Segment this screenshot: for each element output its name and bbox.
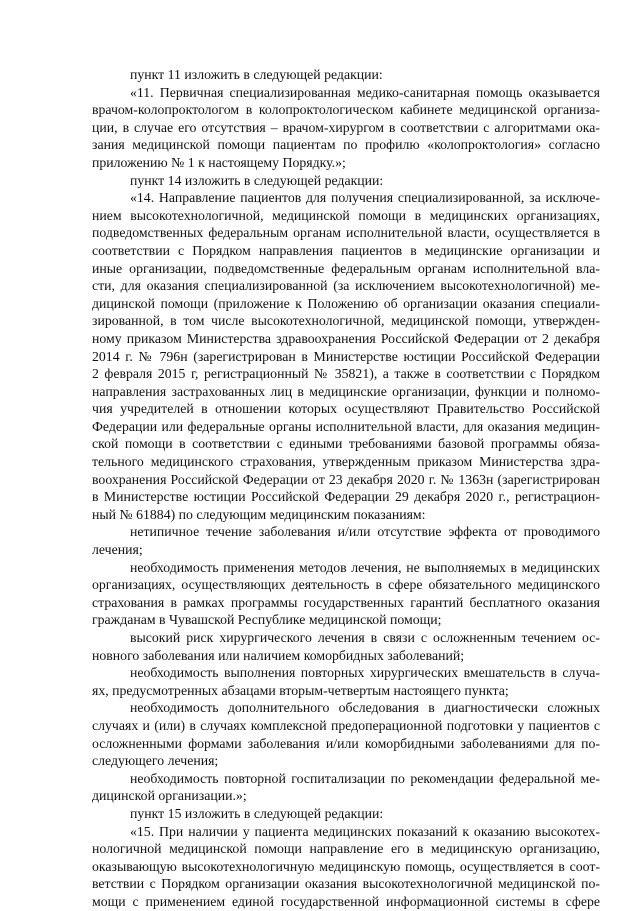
text-line: дицинской организации.»; (92, 788, 247, 804)
text-line: новного заболевания или наличием коморбидных заболеваний; (92, 647, 465, 663)
text-line: зания медицинской помощи пациентам по профилю «колопроктология» согласно (92, 137, 600, 153)
text-line: нологичной медицинской помощи направление его в медицинскую организацию, (92, 841, 600, 857)
text-line: приложению № 1 к настоящему Порядку.»; (92, 154, 346, 170)
text-line: следующего лечения; (92, 753, 219, 769)
text-line: подведомственных федеральным органам исполнительной власти, осуществляется в (92, 225, 600, 241)
text-line: мощи с применением единой государственной информационной системы в сфере (92, 893, 600, 909)
text-line: пункт 11 изложить в следующей редакции: (130, 67, 383, 82)
text-line: пункт 15 изложить в следующей редакции: (130, 805, 384, 821)
text-line: чия учредителей в отношении которых осуществляют Правительство Российской (92, 401, 600, 417)
text-line: случаях и (или) в случаях комплексной предоперационной подготовки у пациентов с (92, 717, 600, 733)
text-line: нетипичное течение заболевания и/или отсутствие эффекта от проводимого (130, 524, 600, 540)
text-line: врачом-колопроктологом в колопроктологическом кабинете медицинской организа- (92, 102, 600, 118)
text-line: ции, в случае его отсутствия – врачом-хирургом в соответствии с алгоритмами ока- (92, 119, 600, 135)
text-line: необходимость повторной госпитализации по рекомендации федеральной ме- (130, 770, 600, 786)
text-line: 2 февраля 2015 г, регистрационный № 35821), а также в соответствии с Порядком (92, 366, 600, 382)
text-line: пункт 14 изложить в следующей редакции: (130, 172, 384, 188)
text-line: сти, для оказания специализированной (за исключением высокотехнологичной) ме- (92, 278, 600, 294)
text-line: в Министерстве юстиции Российской Федерации 29 декабря 2020 г., регистрацион- (92, 489, 600, 505)
text-line: необходимость дополнительного обследования в диагностически сложных (130, 700, 600, 716)
text-line: зированной, в том числе высокотехнологичной, медицинской помощи, утвержден- (92, 313, 600, 329)
text-line: ному приказом Министерства здравоохранения Российской Федерации от 2 декабря (92, 330, 600, 346)
text-line: «11. Первичная специализированная медико-санитарная помощь оказывается (130, 84, 600, 100)
text-line: лечения; (92, 542, 143, 558)
text-line: нием высокотехнологичной, медицинской помощи в медицинских организациях, (92, 207, 600, 223)
text-line: оказывающую высокотехнологичную медицинскую помощь, осуществляется в соот- (92, 858, 600, 874)
text-line: направления застрахованных лиц в медицинские организации, функции и полномо- (92, 383, 600, 399)
text-line: осложненными формами заболевания и/или коморбидными заболеваниями для по- (92, 735, 600, 751)
text-line: «15. При наличии у пациента медицинских показаний к оказанию высокотех- (130, 823, 600, 839)
text-line: ный № 61884) по следующим медицинским показаниям: (92, 506, 426, 522)
text-line: соответствии с Порядком направления пациентов в медицинские организации и (92, 242, 600, 258)
text-line: ской помощи в соответствии с едиными требованиями базовой программы обяза- (92, 436, 600, 452)
text-line: ях, предусмотренных абзацами вторым-четвертым настоящего пункта; (92, 682, 509, 698)
text-line: «14. Направление пациентов для получения специализированной, за исключе- (130, 190, 600, 206)
text-line: страхования в рамках программы государственных гарантий бесплатного оказания (92, 594, 600, 610)
document-page (92, 66, 600, 911)
text-line: дицинской помощи (приложение к Положению об организации оказания специали- (92, 295, 600, 311)
text-line: гражданам в Чувашской Республике медицинской помощи; (92, 612, 442, 628)
text-line: Федерации или федеральные органы исполнительной власти, для оказания медицин- (92, 418, 600, 434)
text-line: тельного медицинского страхования, утвержденным приказом Министерства здра- (92, 454, 600, 470)
text-line: иные организации, подведомственные федеральным органам исполнительной вла- (92, 260, 600, 276)
text-line: воохранения Российской Федерации от 23 декабря 2020 г. № 1363н (зарегистрирован (92, 471, 600, 487)
text-line: высокий риск хирургического лечения в связи с осложненным течением ос- (130, 630, 600, 645)
text-line: организациях, осуществляющих деятельность в сфере обязательного медицинского (92, 577, 600, 593)
text-line: 2014 г. № 796н (зарегистрирован в Министерстве юстиции Российской Федерации (92, 348, 600, 364)
text-line: ветствии с Порядком организации оказания высокотехнологичной медицинской по- (92, 876, 600, 892)
text-line: необходимость выполнения повторных хирургических вмешательств в случа- (130, 665, 600, 681)
text-line: необходимость применения методов лечения, не выполняемых в медицинских (130, 559, 600, 575)
